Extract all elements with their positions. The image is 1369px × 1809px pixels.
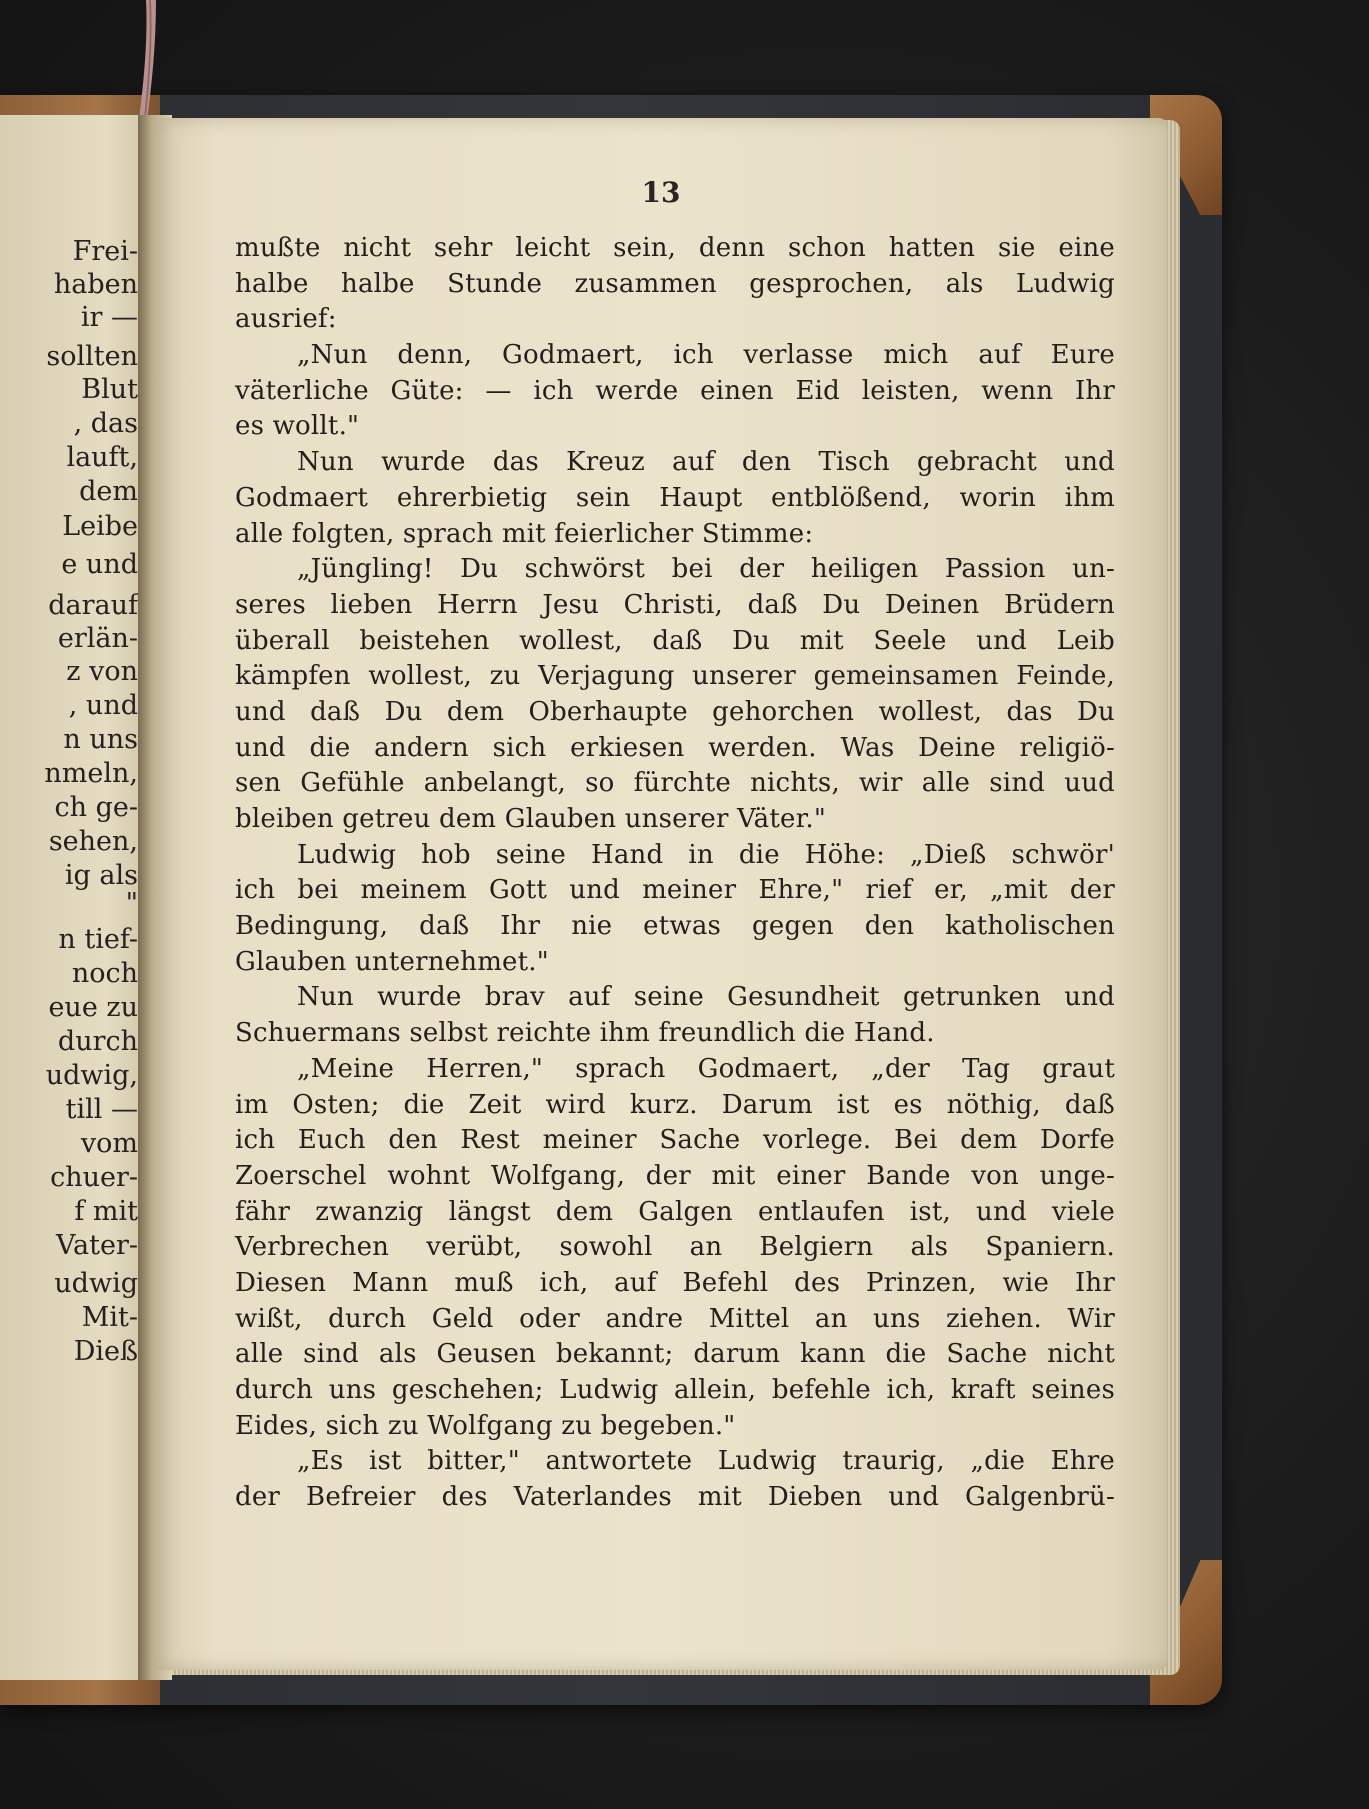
text-line: Ludwig hob seine Hand in die Höhe: „Dieß schwör' <box>297 839 1115 870</box>
left-page-line: Mit- <box>81 1302 138 1333</box>
text-line: Diesen Mann muß ich, auf Befehl des Prinzen, wie Ihr <box>235 1267 1115 1298</box>
left-page-line: , das <box>73 408 138 439</box>
left-page-line: haben <box>53 269 138 300</box>
text-line: und die andern sich erkiesen werden. Was Deine religiö- <box>235 732 1115 763</box>
left-page-line: Leibe <box>62 511 138 542</box>
text-line: fähr zwanzig längst dem Galgen entlaufen ist, und viele <box>235 1196 1115 1227</box>
text-line: Schuermans selbst reichte ihm freundlich die Hand. <box>235 1018 935 1049</box>
left-page-line: nmeln, <box>44 758 138 789</box>
text-line: wißt, durch Geld oder andre Mittel an uns ziehen. Wir <box>235 1303 1115 1334</box>
text-line: Zoerschel wohnt Wolfgang, der mit einer Bande von unge- <box>235 1160 1115 1191</box>
left-page-line: eue zu <box>48 992 138 1023</box>
left-page-line: sollten <box>46 341 138 372</box>
text-line: alle folgten, sprach mit feierlicher Stimme: <box>235 518 814 549</box>
left-page-line: ir — <box>80 302 138 333</box>
text-line: und daß Du dem Oberhaupte gehorchen wollest, das Du <box>235 696 1115 727</box>
page-body-text <box>235 231 1115 1516</box>
text-line: mußte nicht sehr leicht sein, denn schon hatten sie eine <box>235 233 1115 263</box>
text-line: bleiben getreu dem Glauben unserer Väter." <box>235 804 826 834</box>
text-line: der Befreier des Vaterlandes mit Dieben und Galgenbrü- <box>235 1482 1115 1513</box>
left-page-line: darauf <box>48 590 138 621</box>
left-page-line: z von <box>66 656 138 687</box>
text-line: kämpfen wollest, zu Verjagung unserer gemeinsamen Feinde, <box>235 661 1115 692</box>
left-page-line: durch <box>57 1026 138 1057</box>
left-page-line: vom <box>80 1128 138 1159</box>
text-line: im Osten; die Zeit wird kurz. Darum ist es nöthig, daß <box>235 1089 1115 1120</box>
left-page-line: sehen, <box>48 826 138 857</box>
text-line: ausrief: <box>235 304 337 335</box>
text-line: durch uns geschehen; Ludwig allein, befehle ich, kraft seines <box>235 1375 1115 1405</box>
left-page-line: udwig <box>54 1268 138 1299</box>
left-page-line: udwig, <box>45 1060 138 1091</box>
left-page-line: noch <box>71 958 138 989</box>
text-line: „Meine Herren," sprach Godmaert, „der Tag graut <box>297 1053 1115 1084</box>
text-line: seres lieben Herrn Jesu Christi, daß Du Deinen Brüdern <box>235 589 1115 620</box>
text-line: väterliche Güte: — ich werde einen Eid leisten, wenn Ihr <box>235 375 1115 406</box>
left-page-line: Blut <box>81 374 138 405</box>
right-page <box>155 118 1167 1670</box>
page-number: 13 <box>641 176 681 209</box>
text-line: Godmaert ehrerbietig sein Haupt entblößend, worin ihm <box>235 482 1115 513</box>
left-page-line: Frei- <box>72 236 138 267</box>
left-page-line: n tief- <box>58 924 138 955</box>
text-line: „Es ist bitter," antwortete Ludwig traurig, „die Ehre <box>297 1446 1115 1477</box>
text-line: Nun wurde brav auf seine Gesundheit getrunken und <box>297 982 1115 1013</box>
text-line: halbe halbe Stunde zusammen gesprochen, als Ludwig <box>235 268 1115 299</box>
left-page-line: dem <box>79 476 138 507</box>
text-line: „Nun denn, Godmaert, ich verlasse mich auf Eure <box>297 340 1115 371</box>
text-line: es wollt." <box>235 411 360 442</box>
text-line: Bedingung, daß Ihr nie etwas gegen den katholischen <box>235 911 1115 942</box>
text-line: Eides, sich zu Wolfgang zu begeben." <box>235 1410 736 1441</box>
text-line: alle sind als Geusen bekannt; darum kann die Sache nicht <box>235 1339 1115 1370</box>
text-line: Glauben unternehmet." <box>235 946 549 977</box>
left-page-line: n uns <box>63 724 138 755</box>
text-line: „Jüngling! Du schwörst bei der heiligen Passion un- <box>297 554 1115 585</box>
left-page-line: ch ge- <box>54 792 138 823</box>
text-line: Nun wurde das Kreuz auf den Tisch gebracht und <box>297 447 1115 478</box>
left-page-line: chuer- <box>50 1162 138 1193</box>
text-line: ich Euch den Rest meiner Sache vorlege. Bei dem Dorfe <box>235 1125 1115 1156</box>
left-page-line: lauft, <box>66 442 138 473</box>
left-page-line: " <box>125 888 138 919</box>
text-line: sen Gefühle anbelangt, so fürchte nichts, wir alle sind uud <box>235 768 1115 799</box>
text-line: Verbrechen verübt, sowohl an Belgiern als Spaniern. <box>235 1232 1115 1263</box>
text-line: überall beistehen wollest, daß Du mit Seele und Leib <box>235 625 1115 656</box>
left-page-line: Dieß <box>73 1336 138 1367</box>
text-line: ich bei meinem Gott und meiner Ehre," rief er, „mit der <box>235 875 1115 906</box>
ribbon-bookmark <box>132 0 172 130</box>
left-page-line: , und <box>68 690 138 721</box>
left-page <box>0 115 152 1680</box>
left-page-line: till — <box>65 1094 138 1125</box>
left-page-line: Vater- <box>56 1230 138 1261</box>
left-page-line: erlän- <box>57 623 138 654</box>
left-page-line: e und <box>61 549 138 580</box>
left-page-line: ig als <box>64 860 138 891</box>
left-page-line: f mit <box>74 1196 138 1227</box>
